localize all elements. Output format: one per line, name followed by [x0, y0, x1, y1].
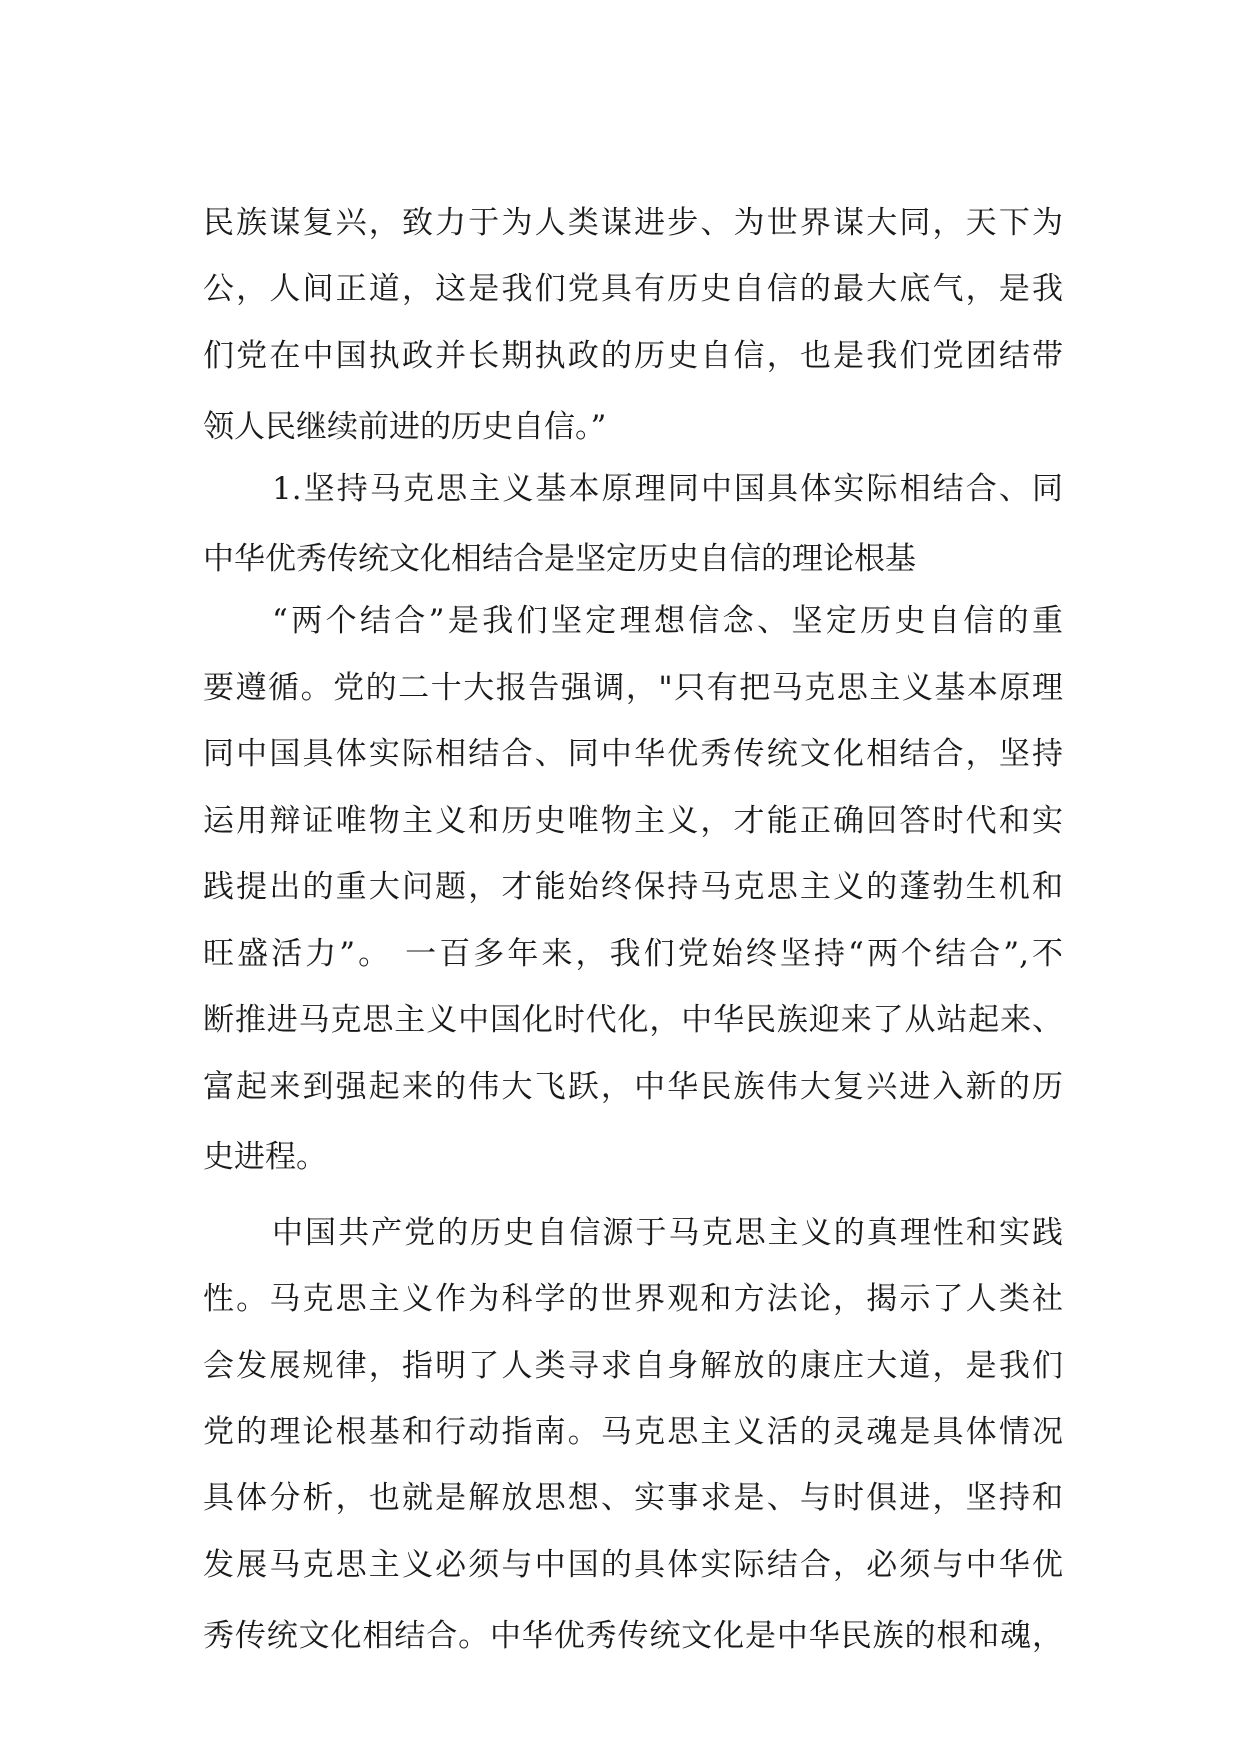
text-line: 秀传统文化相结合。中华优秀传统文化是中华民族的根和魂， — [203, 1618, 1063, 1654]
text-line: 们党在中国执政并长期执政的历史自信，也是我们党团结带 — [203, 338, 1063, 374]
text-line: 践提出的重大问题，才能始终保持马克思主义的蓬勃生机和 — [203, 869, 1063, 905]
text-line: 运用辩证唯物主义和历史唯物主义，才能正确回答时代和实 — [203, 803, 1063, 839]
text-line: 同中国具体实际相结合、同中华优秀传统文化相结合，坚持 — [203, 736, 1063, 772]
text-line: 性。马克思主义作为科学的世界观和方法论，揭示了人类社 — [203, 1281, 1063, 1317]
text-line: “两个结合”是我们坚定理想信念、坚定历史自信的重 — [272, 603, 1063, 639]
section-heading-line: 中华优秀传统文化相结合是坚定历史自信的理论根基 — [203, 541, 916, 577]
text-line: 党的理论根基和行动指南。马克思主义活的灵魂是具体情况 — [203, 1414, 1063, 1450]
text-line: 公，人间正道，这是我们党具有历史自信的最大底气，是我 — [203, 271, 1063, 307]
section-heading-line: 1.坚持马克思主义基本原理同中国具体实际相结合、同 — [272, 471, 1063, 507]
text-line: 领人民继续前进的历史自信。” — [203, 409, 607, 445]
text-line: 断推进马克思主义中国化时代化，中华民族迎来了从站起来、 — [203, 1002, 1063, 1038]
text-line: 史进程。 — [203, 1139, 327, 1175]
text-line: 发展马克思主义必须与中国的具体实际结合，必须与中华优 — [203, 1547, 1063, 1583]
text-line: 具体分析，也就是解放思想、实事求是、与时俱进，坚持和 — [203, 1480, 1063, 1516]
text-line: 富起来到强起来的伟大飞跃，中华民族伟大复兴进入新的历 — [203, 1069, 1063, 1105]
text-line: 会发展规律，指明了人类寻求自身解放的康庄大道，是我们 — [203, 1348, 1063, 1384]
text-line: 中国共产党的历史自信源于马克思主义的真理性和实践 — [272, 1215, 1063, 1251]
text-line: 民族谋复兴，致力于为人类谋进步、为世界谋大同，天下为 — [203, 205, 1063, 241]
text-line: 旺盛活力”。 一百多年来，我们党始终坚持“两个结合”,不 — [203, 936, 1063, 972]
text-line: 要遵循。党的二十大报告强调，"只有把马克思主义基本原理 — [203, 670, 1063, 706]
